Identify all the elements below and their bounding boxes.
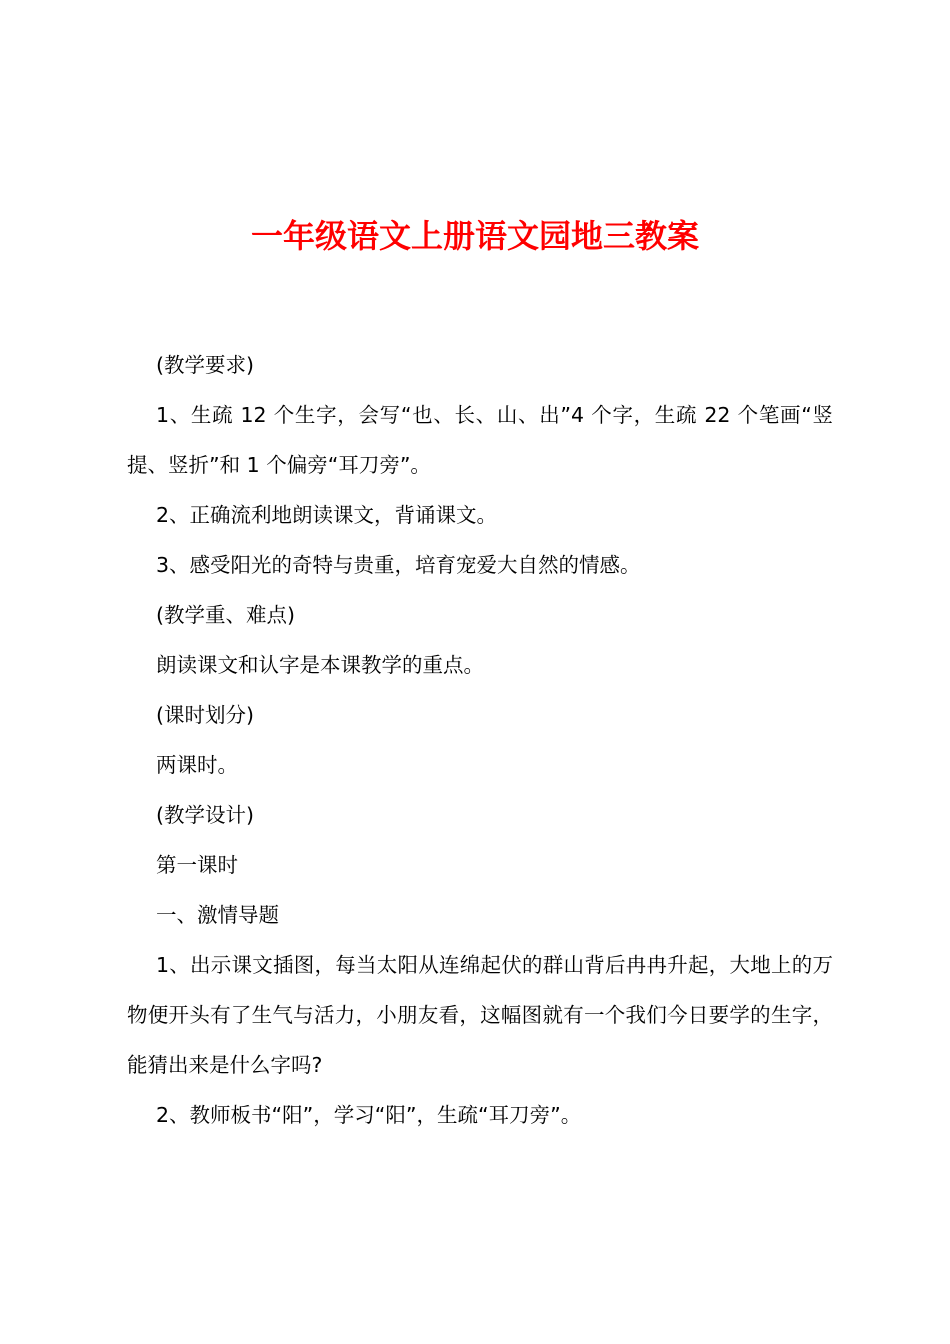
section-heading-teaching-requirements: (教学要求): [156, 353, 254, 377]
document-title: 一年级语文上册语文园地三教案: [250, 217, 699, 255]
paragraph-step-one-item-2: 2、教师板书“阳”，学习“阳”，生疏“耳刀旁”。: [156, 1103, 582, 1127]
section-heading-key-points: (教学重、难点): [156, 603, 295, 627]
paragraph-class-hours: 两课时。: [156, 753, 238, 777]
document-body: [127, 340, 833, 1140]
section-heading-class-hours: (课时划分): [156, 703, 254, 727]
paragraph-step-one: 一、激情导题: [156, 903, 279, 927]
paragraph-requirement-2: 2、正确流利地朗读课文，背诵课文。: [156, 503, 498, 527]
section-heading-teaching-design: (教学设计): [156, 803, 254, 827]
paragraph-step-one-item-1: 1、出示课文插图，每当太阳从连绵起伏的群山背后冉冉升起，大地上的万物便开头有了生气与活力，小朋友看，这幅图就有一个我们今日要学的生字，能猜出来是什么字吗?: [127, 953, 833, 1077]
paragraph-first-lesson: 第一课时: [156, 853, 238, 877]
paragraph-requirement-3: 3、感受阳光的奇特与贵重，培育宠爱大自然的情感。: [156, 553, 641, 577]
paragraph-requirement-1: 1、生疏 12 个生字，会写“也、长、山、出”4 个字，生疏 22 个笔画“竖提、竖折”和 1 个偏旁“耳刀旁”。: [127, 403, 833, 477]
paragraph-key-points: 朗读课文和认字是本课教学的重点。: [156, 653, 484, 677]
